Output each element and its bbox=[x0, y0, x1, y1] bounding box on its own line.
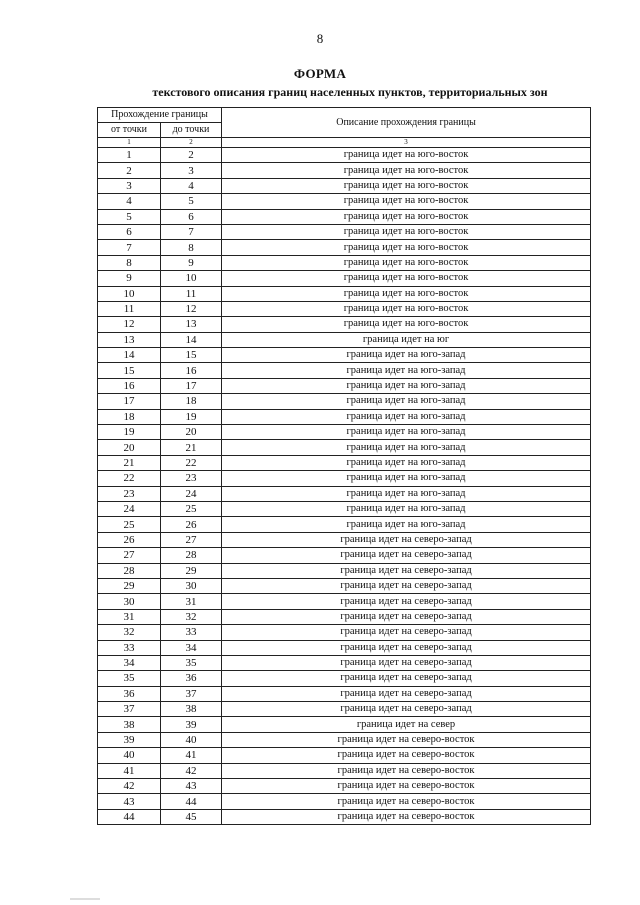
to-point-cell: 43 bbox=[161, 779, 222, 794]
from-point-cell: 14 bbox=[98, 348, 161, 363]
from-point-cell: 34 bbox=[98, 655, 161, 670]
to-point-cell: 32 bbox=[161, 609, 222, 624]
description-cell: граница идет на юго-восток bbox=[222, 209, 591, 224]
description-cell: граница идет на юго-запад bbox=[222, 409, 591, 424]
to-point-cell: 22 bbox=[161, 455, 222, 470]
column-number: 3 bbox=[222, 138, 591, 148]
from-point-cell: 20 bbox=[98, 440, 161, 455]
to-point-cell: 7 bbox=[161, 224, 222, 239]
description-cell: граница идет на юго-восток bbox=[222, 194, 591, 209]
to-point-cell: 17 bbox=[161, 378, 222, 393]
to-point-cell: 30 bbox=[161, 578, 222, 593]
table-row bbox=[98, 224, 591, 239]
table-row bbox=[98, 578, 591, 593]
from-point-cell: 18 bbox=[98, 409, 161, 424]
from-point-cell: 12 bbox=[98, 317, 161, 332]
description-cell: граница идет на северо-запад bbox=[222, 532, 591, 547]
table-row bbox=[98, 686, 591, 701]
to-point-cell: 21 bbox=[161, 440, 222, 455]
table-row bbox=[98, 532, 591, 547]
table-row bbox=[98, 148, 591, 163]
to-point-cell: 45 bbox=[161, 809, 222, 824]
description-cell: граница идет на юго-восток bbox=[222, 286, 591, 301]
from-point-cell: 22 bbox=[98, 471, 161, 486]
table-row bbox=[98, 794, 591, 809]
description-cell: граница идет на северо-запад bbox=[222, 609, 591, 624]
description-cell: граница идет на север bbox=[222, 717, 591, 732]
from-point-cell: 23 bbox=[98, 486, 161, 501]
document-title: ФОРМА bbox=[293, 66, 347, 81]
table-row bbox=[98, 779, 591, 794]
table-row bbox=[98, 702, 591, 717]
to-point-cell: 19 bbox=[161, 409, 222, 424]
table-row bbox=[98, 548, 591, 563]
column-number: 1 bbox=[98, 138, 161, 148]
table-row bbox=[98, 563, 591, 578]
description-cell: граница идет на юго-восток bbox=[222, 301, 591, 316]
to-point-cell: 5 bbox=[161, 194, 222, 209]
table-row bbox=[98, 178, 591, 193]
description-cell: граница идет на юго-восток bbox=[222, 271, 591, 286]
description-cell: граница идет на северо-восток bbox=[222, 779, 591, 794]
header-to-point: до точки bbox=[161, 123, 222, 138]
from-point-cell: 42 bbox=[98, 779, 161, 794]
from-point-cell: 41 bbox=[98, 763, 161, 778]
from-point-cell: 37 bbox=[98, 702, 161, 717]
to-point-cell: 13 bbox=[161, 317, 222, 332]
description-cell: граница идет на юго-запад bbox=[222, 455, 591, 470]
description-cell: граница идет на северо-запад bbox=[222, 594, 591, 609]
from-point-cell: 44 bbox=[98, 809, 161, 824]
table-row bbox=[98, 748, 591, 763]
table-row bbox=[98, 317, 591, 332]
boundary-description-table bbox=[97, 107, 591, 825]
to-point-cell: 9 bbox=[161, 255, 222, 270]
to-point-cell: 4 bbox=[161, 178, 222, 193]
table-row bbox=[98, 732, 591, 747]
from-point-cell: 10 bbox=[98, 286, 161, 301]
table-row bbox=[98, 194, 591, 209]
from-point-cell: 26 bbox=[98, 532, 161, 547]
table-row bbox=[98, 717, 591, 732]
from-point-cell: 32 bbox=[98, 625, 161, 640]
to-point-cell: 25 bbox=[161, 501, 222, 516]
from-point-cell: 38 bbox=[98, 717, 161, 732]
to-point-cell: 14 bbox=[161, 332, 222, 347]
from-point-cell: 39 bbox=[98, 732, 161, 747]
from-point-cell: 15 bbox=[98, 363, 161, 378]
table-row bbox=[98, 455, 591, 470]
to-point-cell: 6 bbox=[161, 209, 222, 224]
description-cell: граница идет на северо-запад bbox=[222, 702, 591, 717]
table-body bbox=[98, 148, 591, 825]
to-point-cell: 38 bbox=[161, 702, 222, 717]
table-row bbox=[98, 332, 591, 347]
document-subtitle: текстового описания границ населенных пунктов, территориальных зон bbox=[152, 85, 548, 99]
from-point-cell: 25 bbox=[98, 517, 161, 532]
description-cell: граница идет на юго-запад bbox=[222, 394, 591, 409]
description-cell: граница идет на северо-запад bbox=[222, 655, 591, 670]
to-point-cell: 39 bbox=[161, 717, 222, 732]
to-point-cell: 3 bbox=[161, 163, 222, 178]
to-point-cell: 26 bbox=[161, 517, 222, 532]
description-cell: граница идет на юго-восток bbox=[222, 255, 591, 270]
to-point-cell: 40 bbox=[161, 732, 222, 747]
from-point-cell: 13 bbox=[98, 332, 161, 347]
description-cell: граница идет на юго-восток bbox=[222, 178, 591, 193]
to-point-cell: 44 bbox=[161, 794, 222, 809]
to-point-cell: 15 bbox=[161, 348, 222, 363]
table-row bbox=[98, 640, 591, 655]
description-cell: граница идет на северо-запад bbox=[222, 686, 591, 701]
from-point-cell: 28 bbox=[98, 563, 161, 578]
description-cell: граница идет на юго-запад bbox=[222, 501, 591, 516]
table-row bbox=[98, 394, 591, 409]
header-description: Описание прохождения границы bbox=[222, 108, 591, 138]
description-cell: граница идет на юго-запад bbox=[222, 517, 591, 532]
description-cell: граница идет на северо-запад bbox=[222, 548, 591, 563]
description-cell: граница идет на юго-запад bbox=[222, 363, 591, 378]
from-point-cell: 3 bbox=[98, 178, 161, 193]
page-footer-mark bbox=[70, 898, 100, 905]
from-point-cell: 4 bbox=[98, 194, 161, 209]
to-point-cell: 11 bbox=[161, 286, 222, 301]
table-row bbox=[98, 625, 591, 640]
table-row bbox=[98, 301, 591, 316]
description-cell: граница идет на северо-запад bbox=[222, 671, 591, 686]
description-cell: граница идет на юго-запад bbox=[222, 471, 591, 486]
to-point-cell: 37 bbox=[161, 686, 222, 701]
page-number: 8 bbox=[316, 31, 324, 46]
description-cell: граница идет на северо-запад bbox=[222, 563, 591, 578]
table-row bbox=[98, 671, 591, 686]
table-row bbox=[98, 378, 591, 393]
table-row bbox=[98, 240, 591, 255]
table-row bbox=[98, 363, 591, 378]
to-point-cell: 35 bbox=[161, 655, 222, 670]
from-point-cell: 11 bbox=[98, 301, 161, 316]
to-point-cell: 34 bbox=[161, 640, 222, 655]
description-cell: граница идет на северо-запад bbox=[222, 625, 591, 640]
description-cell: граница идет на юго-запад bbox=[222, 348, 591, 363]
to-point-cell: 10 bbox=[161, 271, 222, 286]
description-cell: граница идет на юго-восток bbox=[222, 148, 591, 163]
to-point-cell: 28 bbox=[161, 548, 222, 563]
table-row bbox=[98, 655, 591, 670]
from-point-cell: 33 bbox=[98, 640, 161, 655]
from-point-cell: 2 bbox=[98, 163, 161, 178]
header-from-point: от точки bbox=[98, 123, 161, 138]
table-row bbox=[98, 440, 591, 455]
to-point-cell: 23 bbox=[161, 471, 222, 486]
to-point-cell: 20 bbox=[161, 425, 222, 440]
from-point-cell: 35 bbox=[98, 671, 161, 686]
table-row bbox=[98, 501, 591, 516]
from-point-cell: 27 bbox=[98, 548, 161, 563]
to-point-cell: 42 bbox=[161, 763, 222, 778]
description-cell: граница идет на северо-восток bbox=[222, 732, 591, 747]
from-point-cell: 21 bbox=[98, 455, 161, 470]
from-point-cell: 29 bbox=[98, 578, 161, 593]
to-point-cell: 41 bbox=[161, 748, 222, 763]
description-cell: граница идет на юго-восток bbox=[222, 224, 591, 239]
table-row bbox=[98, 809, 591, 824]
from-point-cell: 36 bbox=[98, 686, 161, 701]
description-cell: граница идет на северо-запад bbox=[222, 640, 591, 655]
table-row bbox=[98, 286, 591, 301]
to-point-cell: 31 bbox=[161, 594, 222, 609]
description-cell: граница идет на северо-запад bbox=[222, 578, 591, 593]
description-cell: граница идет на юго-запад bbox=[222, 425, 591, 440]
from-point-cell: 9 bbox=[98, 271, 161, 286]
description-cell: граница идет на северо-восток bbox=[222, 748, 591, 763]
table-row bbox=[98, 594, 591, 609]
to-point-cell: 33 bbox=[161, 625, 222, 640]
from-point-cell: 43 bbox=[98, 794, 161, 809]
table-row bbox=[98, 486, 591, 501]
from-point-cell: 5 bbox=[98, 209, 161, 224]
table-row bbox=[98, 517, 591, 532]
table-row bbox=[98, 609, 591, 624]
to-point-cell: 29 bbox=[161, 563, 222, 578]
from-point-cell: 19 bbox=[98, 425, 161, 440]
description-cell: граница идет на юго-восток bbox=[222, 240, 591, 255]
from-point-cell: 1 bbox=[98, 148, 161, 163]
table-row bbox=[98, 271, 591, 286]
from-point-cell: 7 bbox=[98, 240, 161, 255]
from-point-cell: 31 bbox=[98, 609, 161, 624]
table-row bbox=[98, 471, 591, 486]
table-row bbox=[98, 409, 591, 424]
table-row bbox=[98, 763, 591, 778]
column-number: 2 bbox=[161, 138, 222, 148]
header-boundary-passage: Прохождение границы bbox=[98, 108, 222, 123]
to-point-cell: 27 bbox=[161, 532, 222, 547]
description-cell: граница идет на северо-восток bbox=[222, 763, 591, 778]
to-point-cell: 16 bbox=[161, 363, 222, 378]
to-point-cell: 2 bbox=[161, 148, 222, 163]
from-point-cell: 40 bbox=[98, 748, 161, 763]
description-cell: граница идет на юго-восток bbox=[222, 163, 591, 178]
table-row bbox=[98, 348, 591, 363]
description-cell: граница идет на юго-запад bbox=[222, 486, 591, 501]
to-point-cell: 12 bbox=[161, 301, 222, 316]
from-point-cell: 30 bbox=[98, 594, 161, 609]
description-cell: граница идет на юго-запад bbox=[222, 378, 591, 393]
to-point-cell: 18 bbox=[161, 394, 222, 409]
table-row bbox=[98, 209, 591, 224]
from-point-cell: 17 bbox=[98, 394, 161, 409]
description-cell: граница идет на юго-восток bbox=[222, 317, 591, 332]
table-row bbox=[98, 255, 591, 270]
from-point-cell: 6 bbox=[98, 224, 161, 239]
table-row bbox=[98, 425, 591, 440]
from-point-cell: 24 bbox=[98, 501, 161, 516]
to-point-cell: 36 bbox=[161, 671, 222, 686]
to-point-cell: 24 bbox=[161, 486, 222, 501]
from-point-cell: 8 bbox=[98, 255, 161, 270]
description-cell: граница идет на юг bbox=[222, 332, 591, 347]
table-row bbox=[98, 163, 591, 178]
from-point-cell: 16 bbox=[98, 378, 161, 393]
to-point-cell: 8 bbox=[161, 240, 222, 255]
description-cell: граница идет на северо-восток bbox=[222, 794, 591, 809]
description-cell: граница идет на юго-запад bbox=[222, 440, 591, 455]
description-cell: граница идет на северо-восток bbox=[222, 809, 591, 824]
